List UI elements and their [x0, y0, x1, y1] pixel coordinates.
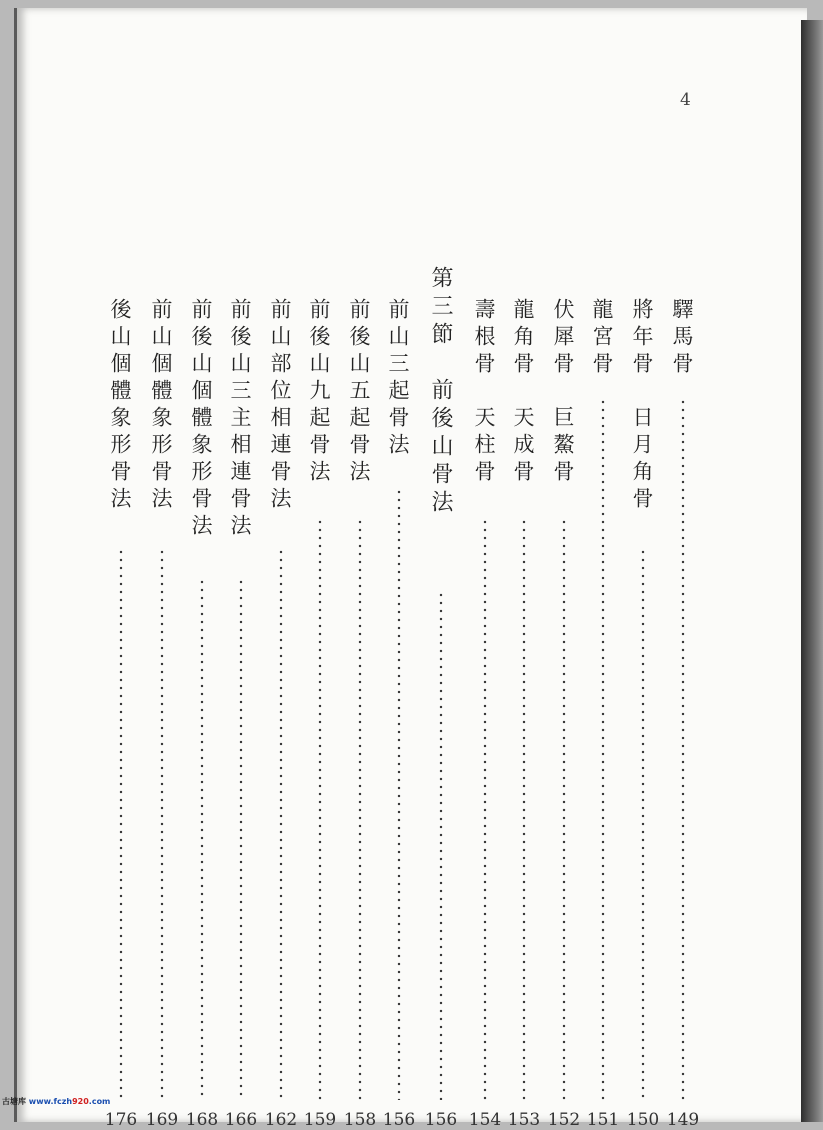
- toc-entry-page: 166: [224, 1110, 258, 1130]
- toc-entry-title: 伏犀骨 巨鰲骨: [551, 298, 575, 487]
- toc-entry-page: 156: [382, 1110, 416, 1130]
- toc-entry-page: 151: [586, 1110, 620, 1130]
- toc-entry: [382, 298, 416, 1130]
- toc-entry-page: 168: [185, 1110, 219, 1130]
- toc-entry: [224, 298, 258, 1130]
- toc-entry-title: 前後山五起骨法: [347, 298, 371, 487]
- leader-dots: [240, 578, 243, 1100]
- leader-dots: [484, 518, 487, 1100]
- leader-dots: [201, 578, 204, 1100]
- toc-entry-title: 前山部位相連骨法: [268, 298, 292, 514]
- toc-entry: [303, 298, 337, 1130]
- toc-entry-title: 驛馬骨: [670, 298, 694, 379]
- leader-dots: [280, 548, 283, 1100]
- toc-entry-page: 149: [666, 1110, 700, 1130]
- watermark-footer: [2, 1096, 110, 1107]
- leader-dots: [563, 518, 566, 1100]
- toc-entry: [586, 298, 620, 1130]
- leader-dots: [523, 518, 526, 1100]
- toc-entry-title: 壽根骨 天柱骨: [472, 298, 496, 487]
- page-number: 4: [680, 90, 691, 110]
- toc-entry-page: 159: [303, 1110, 337, 1130]
- toc-entry: [507, 298, 541, 1130]
- toc-entry-title: 前山三起骨法: [386, 298, 410, 460]
- toc-entry: [185, 298, 219, 1130]
- toc-entry-page: 154: [468, 1110, 502, 1130]
- leader-dots: [120, 548, 123, 1100]
- leader-dots: [319, 518, 322, 1100]
- site-url-suffix: .com: [88, 1097, 111, 1106]
- toc-entry-page: 152: [547, 1110, 581, 1130]
- toc-entry-title: 將年骨 日月角骨: [630, 298, 654, 514]
- toc-entry: [264, 298, 298, 1130]
- toc-entry-title: 後山個體象形骨法: [108, 298, 132, 514]
- toc-entry-page: 153: [507, 1110, 541, 1130]
- leader-dots: [440, 591, 443, 1100]
- leader-dots: [602, 398, 605, 1100]
- leader-dots: [642, 548, 645, 1100]
- toc-entry: [666, 298, 700, 1130]
- toc-entry-page: 162: [264, 1110, 298, 1130]
- site-url-prefix: www.fczh: [28, 1097, 73, 1106]
- toc-entry-title: 第三節 前後山骨法: [428, 266, 453, 518]
- toc-entry-title: 前後山個體象形骨法: [189, 298, 213, 541]
- toc-entry: [468, 298, 502, 1130]
- leader-dots: [398, 488, 401, 1100]
- toc-entry-title: 前後山三主相連骨法: [228, 298, 252, 541]
- toc-entry: [547, 298, 581, 1130]
- toc-entry: [145, 298, 179, 1130]
- toc-entry-page: 158: [343, 1110, 377, 1130]
- book-page: [14, 8, 807, 1130]
- toc-entry-title: 前後山九起骨法: [307, 298, 331, 487]
- leader-dots: [161, 548, 164, 1100]
- toc-entry-page: 176: [104, 1110, 138, 1130]
- toc-entry-title: 龍角骨 天成骨: [511, 298, 535, 487]
- toc-entry-page: 156: [424, 1110, 458, 1130]
- toc-entry: [343, 298, 377, 1130]
- toc-entry: [104, 298, 138, 1130]
- toc-entry-page: 150: [626, 1110, 660, 1130]
- leader-dots: [359, 518, 362, 1100]
- toc-entry-title: 前山個體象形骨法: [149, 298, 173, 514]
- book-spine-shadow: [801, 20, 823, 1122]
- site-url-number: 920: [72, 1097, 89, 1106]
- toc-section-heading: [424, 266, 458, 1130]
- toc-entry: [626, 298, 660, 1130]
- leader-dots: [682, 398, 685, 1100]
- toc-entry-page: 169: [145, 1110, 179, 1130]
- toc-entry-title: 龍宮骨: [590, 298, 614, 379]
- site-name: 古塘库: [2, 1097, 26, 1106]
